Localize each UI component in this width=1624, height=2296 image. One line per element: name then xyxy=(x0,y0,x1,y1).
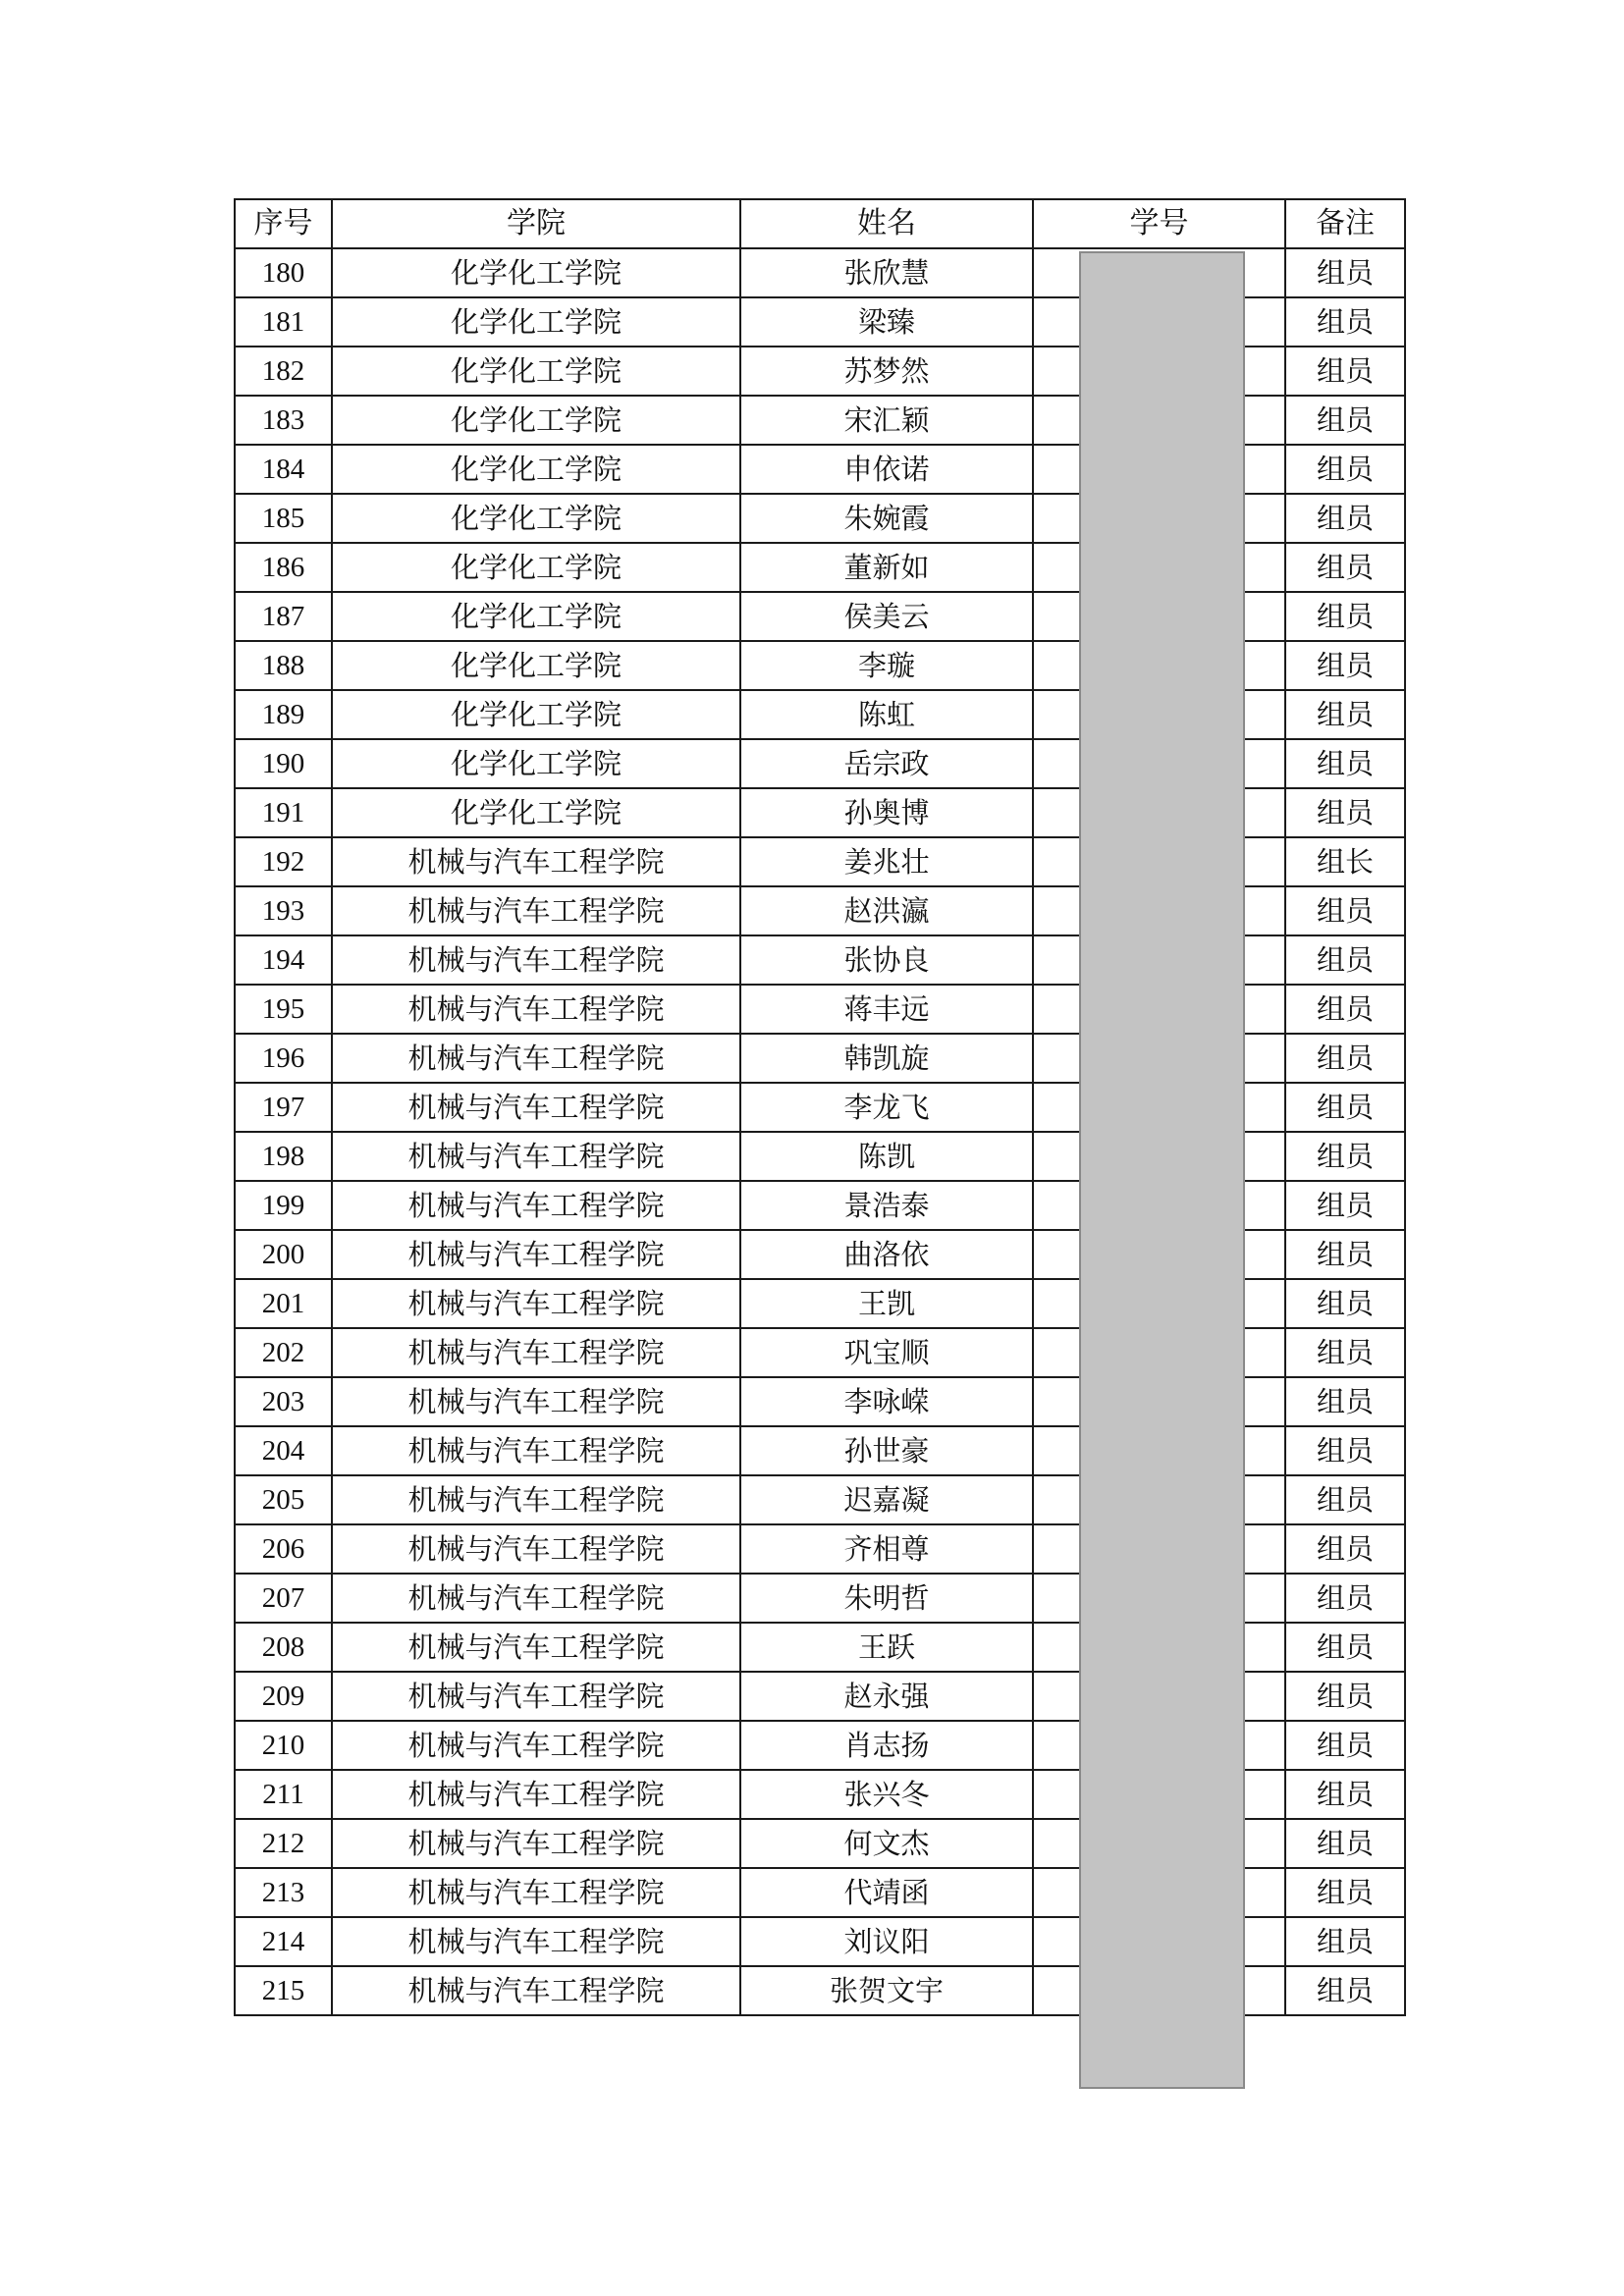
name-cell: 董新如 xyxy=(740,543,1033,592)
remark-cell: 组员 xyxy=(1285,690,1405,739)
college-cell: 机械与汽车工程学院 xyxy=(332,1230,740,1279)
header-college: 学院 xyxy=(332,199,740,248)
name-cell: 姜兆壮 xyxy=(740,837,1033,886)
name-cell: 李咏嵘 xyxy=(740,1377,1033,1426)
college-cell: 机械与汽车工程学院 xyxy=(332,1083,740,1132)
college-cell: 机械与汽车工程学院 xyxy=(332,1328,740,1377)
serial-number-cell: 190 xyxy=(235,739,332,788)
remark-cell: 组员 xyxy=(1285,1770,1405,1819)
name-cell: 李龙飞 xyxy=(740,1083,1033,1132)
college-cell: 机械与汽车工程学院 xyxy=(332,1721,740,1770)
remark-cell: 组员 xyxy=(1285,1426,1405,1475)
remark-cell: 组员 xyxy=(1285,1966,1405,2015)
remark-cell: 组员 xyxy=(1285,1328,1405,1377)
serial-number-cell: 197 xyxy=(235,1083,332,1132)
name-cell: 景浩泰 xyxy=(740,1181,1033,1230)
name-cell: 王凯 xyxy=(740,1279,1033,1328)
serial-number-cell: 185 xyxy=(235,494,332,543)
name-cell: 朱婉霞 xyxy=(740,494,1033,543)
serial-number-cell: 182 xyxy=(235,347,332,396)
remark-cell: 组员 xyxy=(1285,641,1405,690)
serial-number-cell: 184 xyxy=(235,445,332,494)
name-cell: 侯美云 xyxy=(740,592,1033,641)
college-cell: 机械与汽车工程学院 xyxy=(332,837,740,886)
college-cell: 机械与汽车工程学院 xyxy=(332,1770,740,1819)
college-cell: 化学化工学院 xyxy=(332,494,740,543)
college-cell: 机械与汽车工程学院 xyxy=(332,1524,740,1574)
name-cell: 宋汇颖 xyxy=(740,396,1033,445)
table-header-row xyxy=(235,199,1405,248)
remark-cell: 组员 xyxy=(1285,1574,1405,1623)
name-cell: 岳宗政 xyxy=(740,739,1033,788)
name-cell: 张欣慧 xyxy=(740,248,1033,297)
name-cell: 梁臻 xyxy=(740,297,1033,347)
serial-number-cell: 189 xyxy=(235,690,332,739)
remark-cell: 组员 xyxy=(1285,788,1405,837)
serial-number-cell: 192 xyxy=(235,837,332,886)
remark-cell: 组员 xyxy=(1285,1475,1405,1524)
remark-cell: 组员 xyxy=(1285,445,1405,494)
serial-number-cell: 193 xyxy=(235,886,332,935)
name-cell: 赵永强 xyxy=(740,1672,1033,1721)
college-cell: 机械与汽车工程学院 xyxy=(332,1132,740,1181)
remark-cell: 组员 xyxy=(1285,248,1405,297)
name-cell: 迟嘉凝 xyxy=(740,1475,1033,1524)
serial-number-cell: 180 xyxy=(235,248,332,297)
college-cell: 机械与汽车工程学院 xyxy=(332,886,740,935)
serial-number-cell: 209 xyxy=(235,1672,332,1721)
serial-number-cell: 201 xyxy=(235,1279,332,1328)
remark-cell: 组员 xyxy=(1285,1917,1405,1966)
college-cell: 化学化工学院 xyxy=(332,396,740,445)
serial-number-cell: 213 xyxy=(235,1868,332,1917)
college-cell: 机械与汽车工程学院 xyxy=(332,1181,740,1230)
name-cell: 陈虹 xyxy=(740,690,1033,739)
college-cell: 机械与汽车工程学院 xyxy=(332,1475,740,1524)
name-cell: 苏梦然 xyxy=(740,347,1033,396)
remark-cell: 组员 xyxy=(1285,1279,1405,1328)
remark-cell: 组员 xyxy=(1285,1524,1405,1574)
name-cell: 何文杰 xyxy=(740,1819,1033,1868)
name-cell: 刘议阳 xyxy=(740,1917,1033,1966)
college-cell: 机械与汽车工程学院 xyxy=(332,1868,740,1917)
remark-cell: 组员 xyxy=(1285,886,1405,935)
name-cell: 肖志扬 xyxy=(740,1721,1033,1770)
remark-cell: 组员 xyxy=(1285,1181,1405,1230)
college-cell: 化学化工学院 xyxy=(332,445,740,494)
serial-number-cell: 186 xyxy=(235,543,332,592)
college-cell: 化学化工学院 xyxy=(332,248,740,297)
college-cell: 化学化工学院 xyxy=(332,347,740,396)
college-cell: 化学化工学院 xyxy=(332,690,740,739)
serial-number-cell: 208 xyxy=(235,1623,332,1672)
college-cell: 机械与汽车工程学院 xyxy=(332,935,740,985)
header-name: 姓名 xyxy=(740,199,1033,248)
serial-number-cell: 191 xyxy=(235,788,332,837)
serial-number-cell: 196 xyxy=(235,1034,332,1083)
serial-number-cell: 212 xyxy=(235,1819,332,1868)
name-cell: 曲洛依 xyxy=(740,1230,1033,1279)
college-cell: 机械与汽车工程学院 xyxy=(332,1279,740,1328)
serial-number-cell: 183 xyxy=(235,396,332,445)
remark-cell: 组员 xyxy=(1285,1819,1405,1868)
remark-cell: 组员 xyxy=(1285,985,1405,1034)
college-cell: 化学化工学院 xyxy=(332,739,740,788)
name-cell: 巩宝顺 xyxy=(740,1328,1033,1377)
header-student-id: 学号 xyxy=(1033,199,1285,248)
college-cell: 化学化工学院 xyxy=(332,297,740,347)
name-cell: 朱明哲 xyxy=(740,1574,1033,1623)
serial-number-cell: 205 xyxy=(235,1475,332,1524)
serial-number-cell: 200 xyxy=(235,1230,332,1279)
remark-cell: 组员 xyxy=(1285,396,1405,445)
college-cell: 化学化工学院 xyxy=(332,788,740,837)
serial-number-cell: 203 xyxy=(235,1377,332,1426)
remark-cell: 组员 xyxy=(1285,935,1405,985)
college-cell: 机械与汽车工程学院 xyxy=(332,1966,740,2015)
serial-number-cell: 194 xyxy=(235,935,332,985)
college-cell: 机械与汽车工程学院 xyxy=(332,1574,740,1623)
serial-number-cell: 188 xyxy=(235,641,332,690)
remark-cell: 组员 xyxy=(1285,1132,1405,1181)
serial-number-cell: 187 xyxy=(235,592,332,641)
remark-cell: 组员 xyxy=(1285,494,1405,543)
header-remark: 备注 xyxy=(1285,199,1405,248)
serial-number-cell: 199 xyxy=(235,1181,332,1230)
college-cell: 机械与汽车工程学院 xyxy=(332,1034,740,1083)
serial-number-cell: 198 xyxy=(235,1132,332,1181)
name-cell: 代靖函 xyxy=(740,1868,1033,1917)
remark-cell: 组员 xyxy=(1285,1230,1405,1279)
remark-cell: 组员 xyxy=(1285,1034,1405,1083)
remark-cell: 组员 xyxy=(1285,1083,1405,1132)
name-cell: 张协良 xyxy=(740,935,1033,985)
name-cell: 韩凯旋 xyxy=(740,1034,1033,1083)
college-cell: 机械与汽车工程学院 xyxy=(332,985,740,1034)
serial-number-cell: 215 xyxy=(235,1966,332,2015)
name-cell: 张兴冬 xyxy=(740,1770,1033,1819)
serial-number-cell: 211 xyxy=(235,1770,332,1819)
remark-cell: 组员 xyxy=(1285,1377,1405,1426)
college-cell: 化学化工学院 xyxy=(332,592,740,641)
name-cell: 王跃 xyxy=(740,1623,1033,1672)
college-cell: 机械与汽车工程学院 xyxy=(332,1917,740,1966)
name-cell: 孙世豪 xyxy=(740,1426,1033,1475)
college-cell: 机械与汽车工程学院 xyxy=(332,1426,740,1475)
serial-number-cell: 202 xyxy=(235,1328,332,1377)
name-cell: 赵洪瀛 xyxy=(740,886,1033,935)
remark-cell: 组员 xyxy=(1285,1868,1405,1917)
serial-number-cell: 206 xyxy=(235,1524,332,1574)
remark-cell: 组员 xyxy=(1285,297,1405,347)
name-cell: 李璇 xyxy=(740,641,1033,690)
name-cell: 蒋丰远 xyxy=(740,985,1033,1034)
college-cell: 机械与汽车工程学院 xyxy=(332,1819,740,1868)
remark-cell: 组员 xyxy=(1285,592,1405,641)
remark-cell: 组员 xyxy=(1285,1623,1405,1672)
student-id-redaction-block xyxy=(1079,251,1245,2089)
college-cell: 化学化工学院 xyxy=(332,641,740,690)
remark-cell: 组员 xyxy=(1285,1672,1405,1721)
name-cell: 申依诺 xyxy=(740,445,1033,494)
serial-number-cell: 181 xyxy=(235,297,332,347)
serial-number-cell: 195 xyxy=(235,985,332,1034)
remark-cell: 组员 xyxy=(1285,347,1405,396)
remark-cell: 组员 xyxy=(1285,543,1405,592)
remark-cell: 组员 xyxy=(1285,1721,1405,1770)
name-cell: 陈凯 xyxy=(740,1132,1033,1181)
remark-cell: 组员 xyxy=(1285,739,1405,788)
name-cell: 齐相尊 xyxy=(740,1524,1033,1574)
serial-number-cell: 210 xyxy=(235,1721,332,1770)
college-cell: 化学化工学院 xyxy=(332,543,740,592)
serial-number-cell: 214 xyxy=(235,1917,332,1966)
name-cell: 张贺文宇 xyxy=(740,1966,1033,2015)
serial-number-cell: 204 xyxy=(235,1426,332,1475)
college-cell: 机械与汽车工程学院 xyxy=(332,1377,740,1426)
name-cell: 孙奥博 xyxy=(740,788,1033,837)
serial-number-cell: 207 xyxy=(235,1574,332,1623)
remark-cell: 组长 xyxy=(1285,837,1405,886)
college-cell: 机械与汽车工程学院 xyxy=(332,1672,740,1721)
header-serial-number: 序号 xyxy=(235,199,332,248)
college-cell: 机械与汽车工程学院 xyxy=(332,1623,740,1672)
